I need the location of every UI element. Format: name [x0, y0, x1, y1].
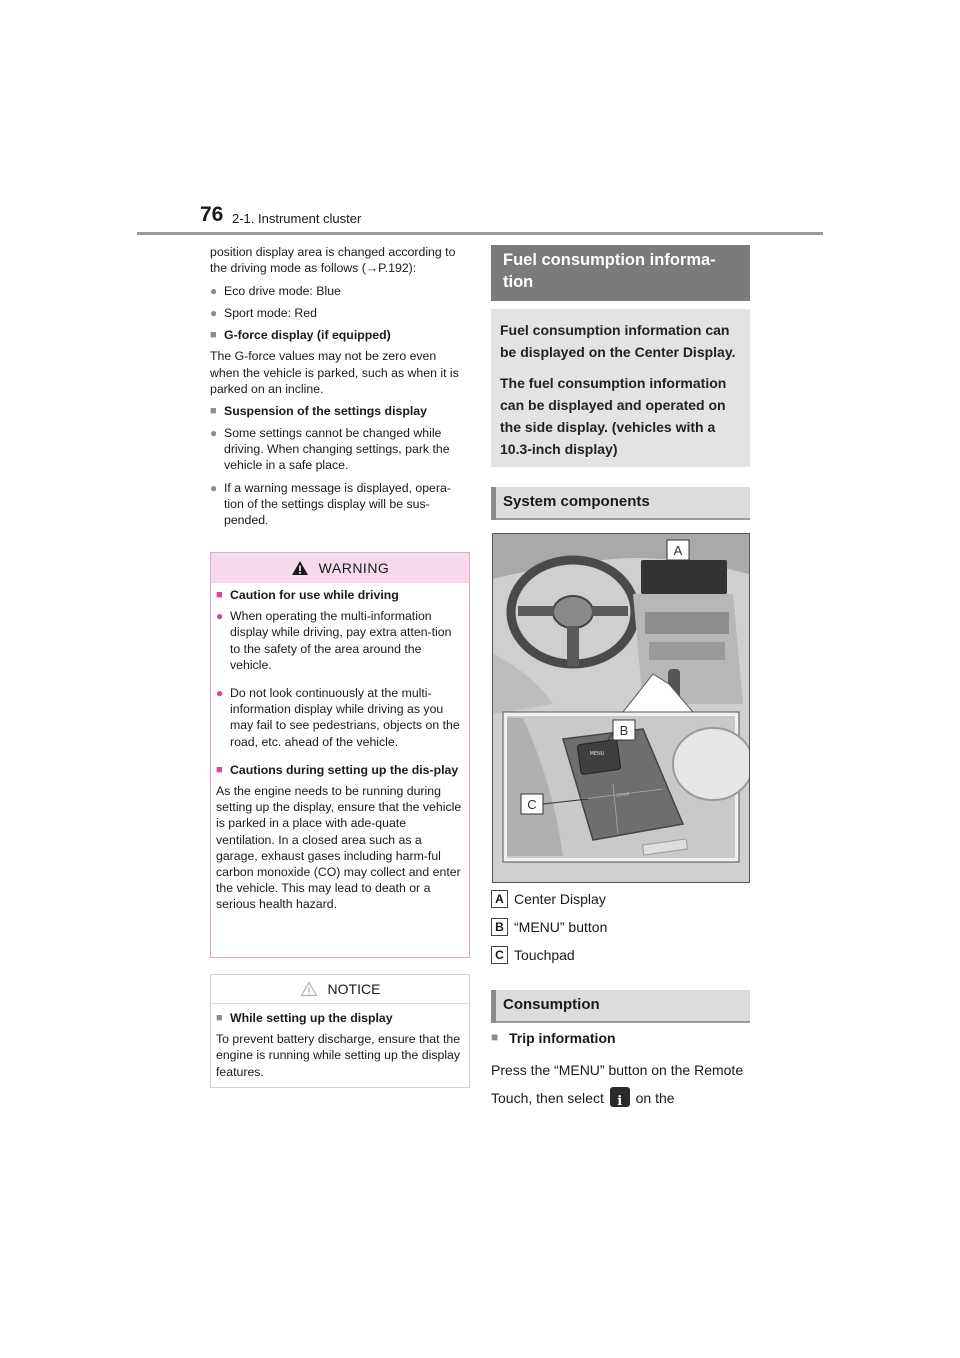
- section-title: 2-1. Instrument cluster: [232, 211, 362, 226]
- square-bullet-icon: ■: [216, 1012, 223, 1024]
- circle-bullet-icon: ●: [216, 609, 224, 624]
- notice-body: [211, 1004, 469, 1080]
- legend-item-b: [491, 918, 607, 936]
- legend-item-c: [491, 946, 575, 964]
- circle-bullet-icon: ●: [210, 305, 218, 320]
- square-bullet-icon: ■: [210, 329, 217, 342]
- circle-bullet-icon: ●: [210, 283, 218, 298]
- circle-bullet-icon: ●: [210, 480, 218, 495]
- list-item: ● If a warning message is displayed, opera-tion of the settings display will be sus-pended.: [210, 480, 451, 528]
- callout-b: B: [619, 723, 629, 738]
- legend-text: Center Display: [514, 891, 606, 907]
- legend-item-a: [491, 890, 606, 908]
- suspension-heading: ■ Suspension of the settings display: [210, 404, 427, 419]
- list-item: ● Sport mode: Red: [210, 305, 317, 320]
- notice-heading: ■ While setting up the display: [216, 1011, 393, 1025]
- list-item: ● Do not look continuously at the multi-information display while driving as you may fail to see pedestrians, objects on the road, etc. ahead of the vehicle.: [216, 686, 460, 749]
- page-number: 76: [200, 203, 224, 226]
- circle-bullet-icon: ●: [210, 425, 218, 440]
- list-item: ● Some settings cannot be changed while driving. When changing settings, park the vehicle in a safe place.: [210, 425, 450, 473]
- legend-badge: B: [491, 918, 508, 936]
- notice-header: [211, 975, 469, 1004]
- square-bullet-icon: ■: [491, 1030, 499, 1044]
- intro-paragraph: position display area is changed according to the driving mode as follows (→P.192):: [210, 245, 456, 276]
- callout-c: C: [527, 797, 537, 812]
- info-icon: [610, 1087, 630, 1107]
- touchpad-brand-label: LEXUS: [616, 791, 630, 798]
- warning-triangle-icon: [291, 560, 309, 576]
- system-components-heading: System components: [491, 487, 750, 520]
- setup-heading: ■ Cautions during setting up the dis-play: [216, 762, 459, 777]
- legend-text: Touchpad: [514, 947, 575, 963]
- warning-label: WARNING: [318, 560, 390, 576]
- intro-text-1: Fuel consumption information can be displayed on the Center Display.: [500, 322, 736, 360]
- callout-a: A: [673, 543, 683, 558]
- dashboard-illustration: [493, 534, 749, 882]
- left-column: [210, 244, 468, 534]
- consumption-heading: Consumption: [491, 990, 750, 1023]
- caution-heading: ■ Caution for use while driving: [216, 588, 399, 602]
- notice-paragraph: To prevent battery discharge, ensure that the engine is running while setting up the display features.: [216, 1032, 461, 1079]
- trip-information-heading: ■ Trip information: [491, 1030, 616, 1046]
- square-bullet-icon: ■: [216, 589, 223, 601]
- notice-triangle-icon: [300, 981, 318, 997]
- warning-box: [210, 552, 470, 958]
- fuel-consumption-heading: Fuel consumption informa-tion: [491, 245, 750, 301]
- list-item: ● Eco drive mode: Blue: [210, 283, 341, 298]
- square-bullet-icon: ■: [216, 763, 223, 776]
- trip-paragraph: Press the “MENU” button on the Remote Touch, then select i on the: [491, 1056, 751, 1112]
- notice-box: [210, 974, 470, 1088]
- warning-header: [211, 553, 469, 583]
- square-bullet-icon: ■: [210, 405, 217, 418]
- list-item: ● When operating the multi-information display while driving, pay extra atten-tion to the safety of the area around the vehicle.: [216, 609, 452, 672]
- circle-bullet-icon: ●: [216, 686, 224, 701]
- system-components-figure: [492, 533, 750, 883]
- menu-button-label: MENU: [589, 751, 605, 757]
- legend-badge: C: [491, 946, 508, 964]
- gforce-heading: ■ G-force display (if equipped): [210, 328, 391, 343]
- intro-text-2: The fuel consumption information can be displayed and operated on the side display. (vehicles with a 10.3-inch display): [500, 375, 727, 457]
- legend-badge: A: [491, 890, 508, 908]
- intro-box: [491, 309, 750, 467]
- legend-text: “MENU” button: [514, 919, 608, 935]
- notice-label: NOTICE: [327, 981, 381, 997]
- warning-body: [211, 583, 469, 913]
- header-rule: [137, 232, 823, 235]
- setup-paragraph: As the engine needs to be running during setting up the display, ensure that the vehicle is parked in a place with ade-quate ventilation. In a closed area such as a garage, exhaust gases including harm-ful carbon monoxide (CO) may collect and enter the vehicle. This may lead to death or a serious health hazard.: [216, 784, 462, 912]
- gforce-paragraph: The G-force values may not be zero even when the vehicle is parked, such as when it is parked on an incline.: [210, 349, 459, 397]
